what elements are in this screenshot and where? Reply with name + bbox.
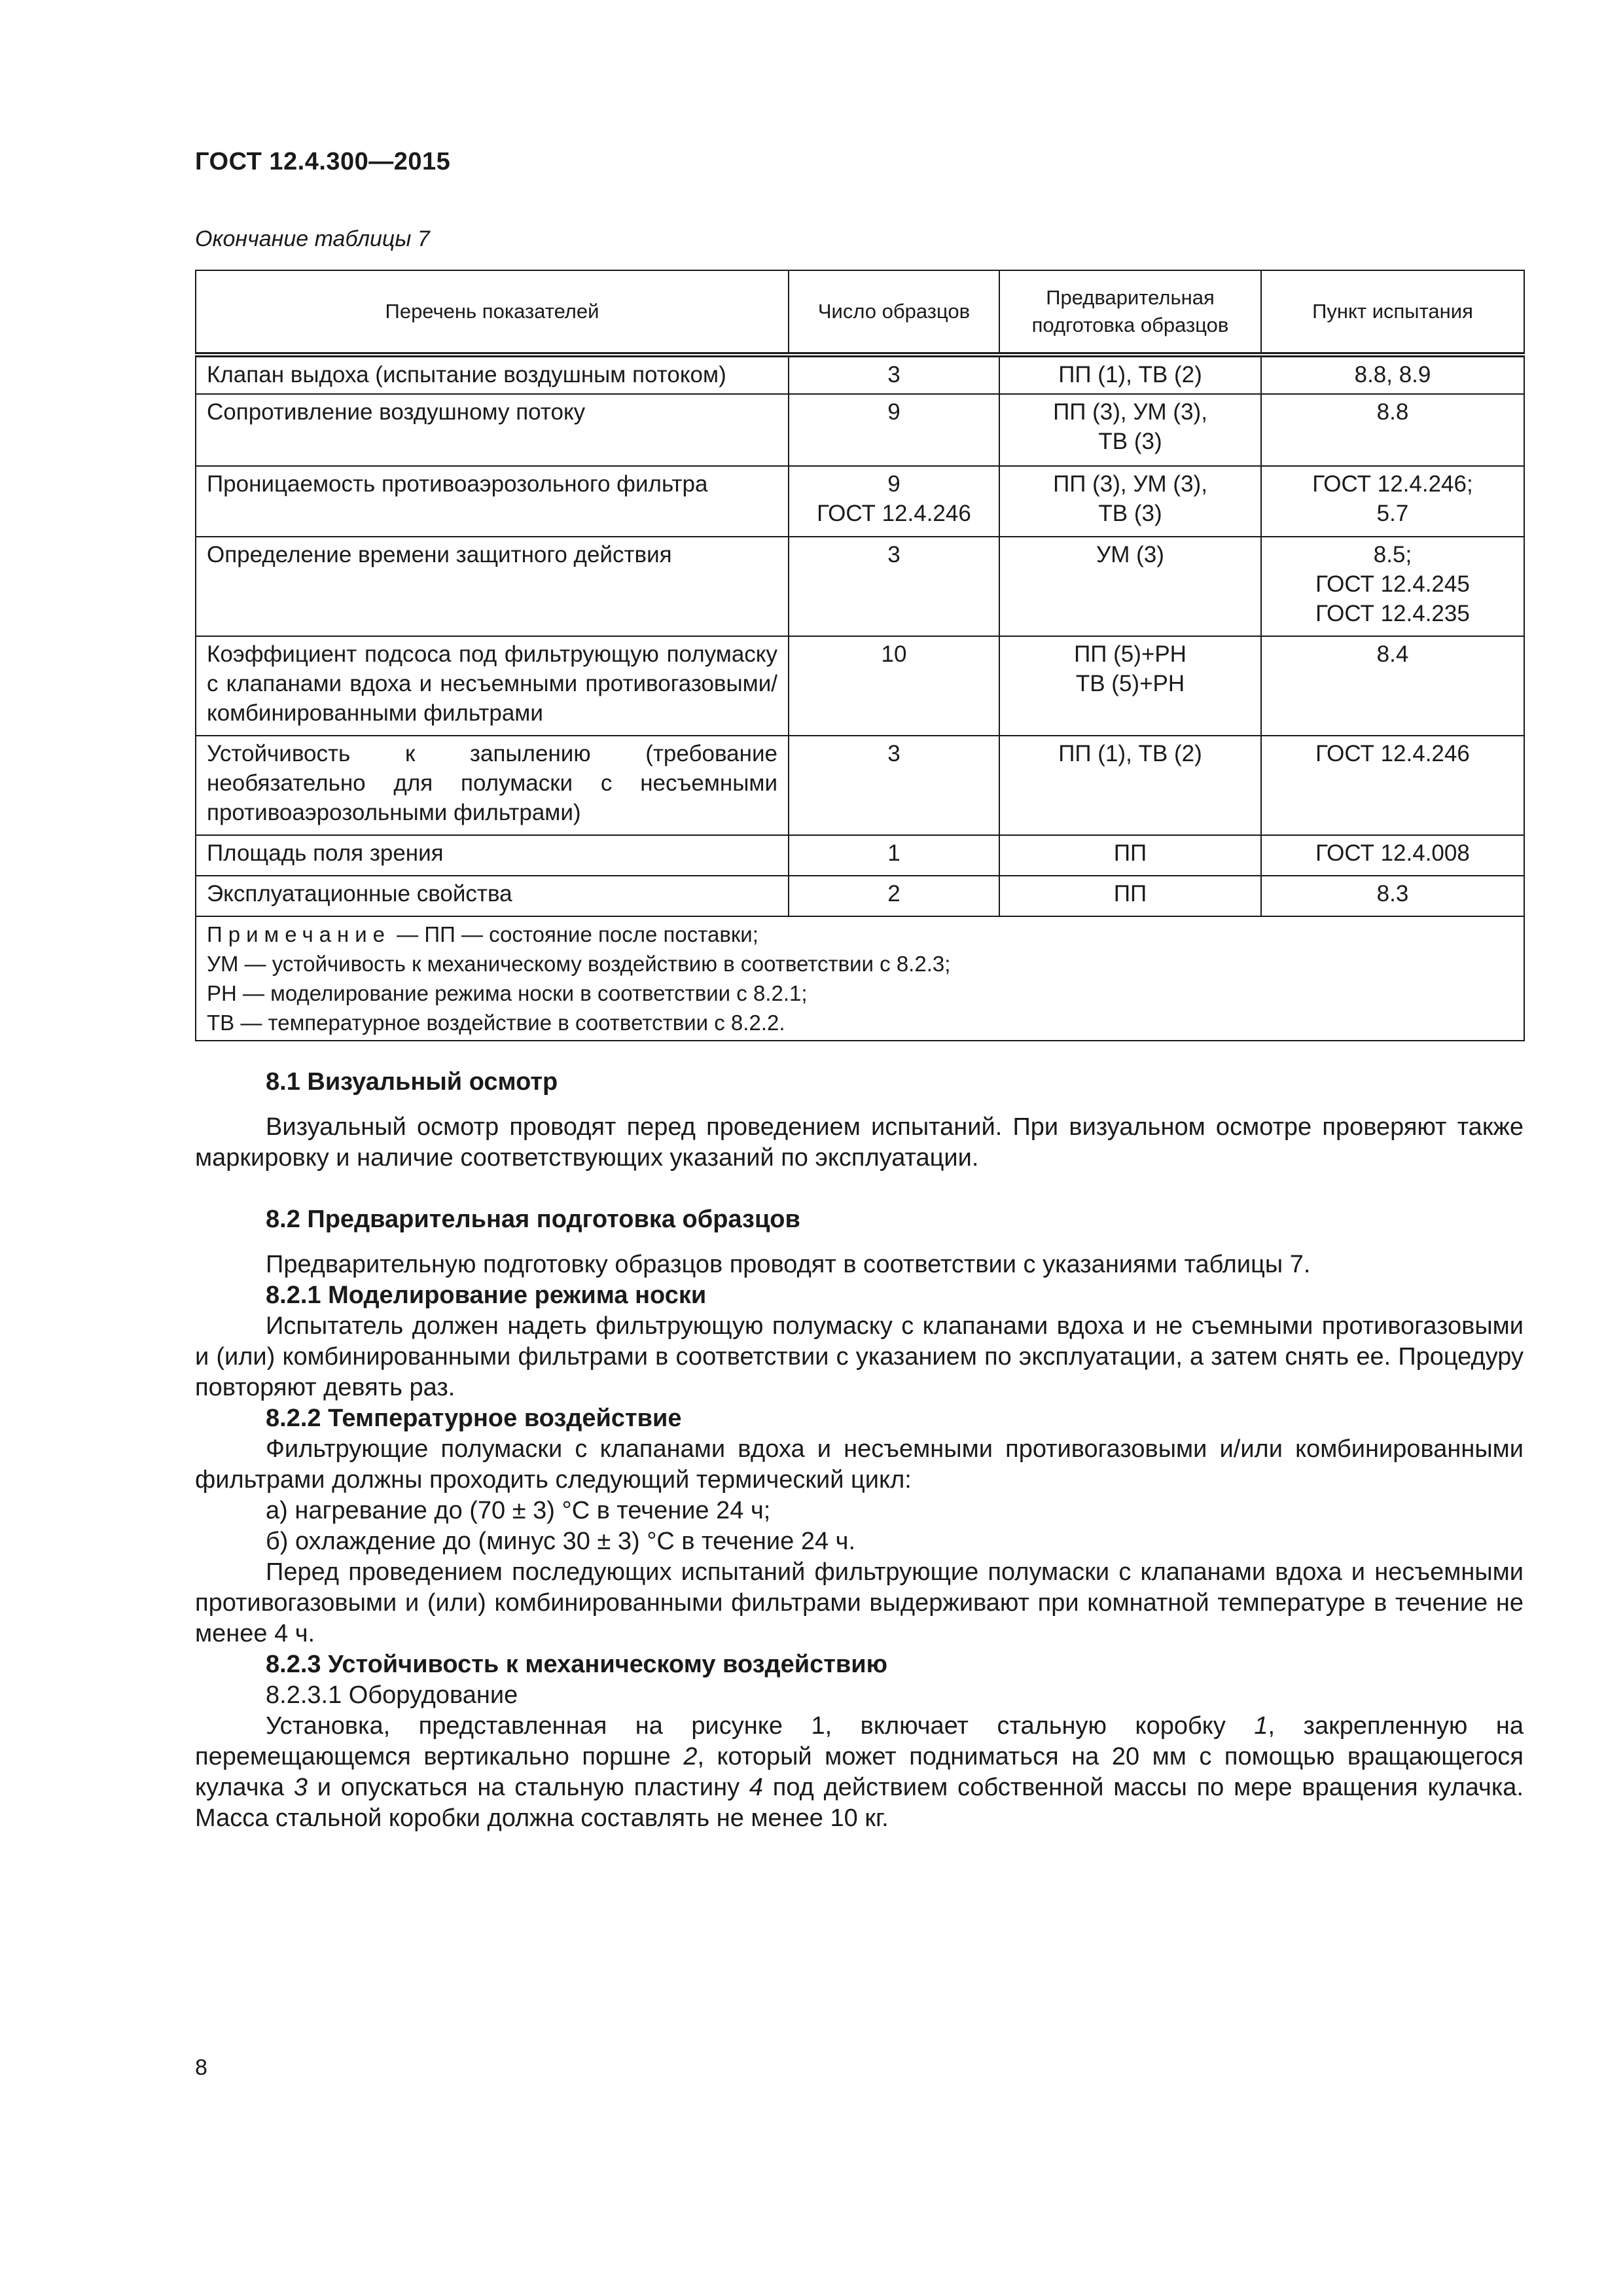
paragraph: Фильтрующие полумаски с клапанами вдоха и несъемными противогазовыми и/или комбинированными фильтрами должны проходить следующий термический цикл: (195, 1435, 1524, 1494)
section-8-1 (195, 1067, 1524, 1174)
column-header: Число образцов (789, 270, 999, 355)
indicator-name: Площадь поля зрения (196, 835, 789, 876)
subsection-heading: 8.2.1 Моделирование режима носки (266, 1282, 707, 1309)
sample-preparation: ПП (3), УМ (3), ТВ (3) (999, 394, 1261, 466)
column-header: Пункт испытания (1261, 270, 1524, 355)
column-header: Перечень показателей (196, 270, 789, 355)
subsection-heading: 8.2.3 Устойчивость к механическому воздействию (266, 1651, 888, 1678)
list-item: а) нагревание до (70 ± 3) °С в течение 24 ч; (266, 1497, 771, 1524)
paragraph: Перед проведением последующих испытаний фильтрующие полумаски с клапанами вдоха и несъемными противогазовыми и (или) комбинированными фильтрами выдерживают при комнатной температуре в течение не менее 4 ч. (195, 1558, 1524, 1647)
paragraph: Установка, представленная на рисунке 1, включает стальную коробку 1, закрепленную на перемещающемся вертикально поршне 2, который может подниматься на 20 мм с помощью вращающегося кулачка 3 и опускаться на стальную пластину 4 под действием собственной массы по мере вращения кулачка. Масса стальной коробки должна составлять не менее 10 кг. (195, 1712, 1524, 1832)
table-note-row (196, 916, 1524, 1041)
column-header: Предварительная подготовка образцов (999, 270, 1261, 355)
paragraph: Визуальный осмотр проводят перед проведением испытаний. При визуальном осмотре проверяют также маркировку и наличие соответствующих указаний по эксплуатации. (195, 1113, 1524, 1172)
test-clause: 8.3 (1261, 876, 1524, 916)
sample-count: 3 (789, 537, 999, 636)
note-line: — ПП — состояние после поставки; (391, 922, 758, 946)
sample-count: 3 (789, 736, 999, 835)
indicator-name: Проницаемость противоаэрозольного фильтра (196, 466, 789, 537)
test-clause: ГОСТ 12.4.246; 5.7 (1261, 466, 1524, 537)
subsection-heading: 8.2.2 Температурное воздействие (266, 1405, 682, 1432)
test-clause: 8.5; ГОСТ 12.4.245 ГОСТ 12.4.235 (1261, 537, 1524, 636)
indicators-table (195, 270, 1525, 1041)
sample-preparation: ПП (5)+РН ТВ (5)+РН (999, 636, 1261, 736)
paragraph: Испытатель должен надеть фильтрующую полумаску с клапанами вдоха и не съемными противогазовыми и (или) комбинированными фильтрами в соответствии с указанием по эксплуатации, а затем снять ее. Процедуру повторяют девять раз. (195, 1312, 1524, 1401)
sample-preparation: ПП (1), ТВ (2) (999, 736, 1261, 835)
document-designation: ГОСТ 12.4.300—2015 (195, 148, 451, 175)
clause-heading: 8.2.3.1 Оборудование (266, 1681, 518, 1709)
indicator-name: Эксплуатационные свойства (196, 876, 789, 916)
sample-count: 10 (789, 636, 999, 736)
indicator-name: Сопротивление воздушному потоку (196, 394, 789, 466)
table-note (196, 916, 1524, 1041)
table-row (196, 355, 1524, 394)
test-clause: ГОСТ 12.4.246 (1261, 736, 1524, 835)
test-clause: 8.8 (1261, 394, 1524, 466)
page-number: 8 (195, 2055, 207, 2080)
note-label: Примечание (207, 922, 391, 946)
table-row (196, 636, 1524, 736)
list-item: б) охлаждение до (минус 30 ± 3) °С в течение 24 ч. (266, 1528, 855, 1555)
paragraph: Предварительную подготовку образцов проводят в соответствии с указаниями таблицы 7. (266, 1251, 1311, 1278)
section-heading: 8.1 Визуальный осмотр (266, 1068, 558, 1096)
sample-preparation: ПП (3), УМ (3), ТВ (3) (999, 466, 1261, 537)
table-row (196, 466, 1524, 537)
sample-preparation: УМ (3) (999, 537, 1261, 636)
table-caption: Окончание таблицы 7 (195, 226, 430, 251)
table-row (196, 835, 1524, 876)
sample-count: 9 ГОСТ 12.4.246 (789, 466, 999, 537)
table-row (196, 537, 1524, 636)
sample-preparation: ПП (999, 876, 1261, 916)
sample-preparation: ПП (1), ТВ (2) (999, 355, 1261, 394)
table-row (196, 736, 1524, 835)
table-row (196, 394, 1524, 466)
note-line: УМ — устойчивость к механическому воздействию в соответствии с 8.2.3; (207, 952, 951, 976)
indicator-name: Определение времени защитного действия (196, 537, 789, 636)
note-line: РН — моделирование режима носки в соответствии с 8.2.1; (207, 981, 808, 1005)
section-heading: 8.2 Предварительная подготовка образцов (266, 1206, 800, 1233)
test-clause: 8.8, 8.9 (1261, 355, 1524, 394)
note-line: ТВ — температурное воздействие в соответствии с 8.2.2. (207, 1011, 785, 1035)
test-clause: ГОСТ 12.4.008 (1261, 835, 1524, 876)
section-8-2 (195, 1204, 1524, 1834)
indicator-name: Устойчивость к запылению (требование необязательно для полумаски с несъемными противоаэрозольными фильтрами) (196, 736, 789, 835)
sample-count: 9 (789, 394, 999, 466)
indicator-name: Клапан выдоха (испытание воздушным потоком) (196, 355, 789, 394)
indicator-name: Коэффициент подсоса под фильтрующую полумаску с клапанами вдоха и несъемными противогазовыми/комбинированными фильтрами (196, 636, 789, 736)
sample-count: 3 (789, 355, 999, 394)
test-clause: 8.4 (1261, 636, 1524, 736)
table-header-row (196, 270, 1524, 355)
table-row (196, 876, 1524, 916)
sample-preparation: ПП (999, 835, 1261, 876)
sample-count: 2 (789, 876, 999, 916)
sample-count: 1 (789, 835, 999, 876)
